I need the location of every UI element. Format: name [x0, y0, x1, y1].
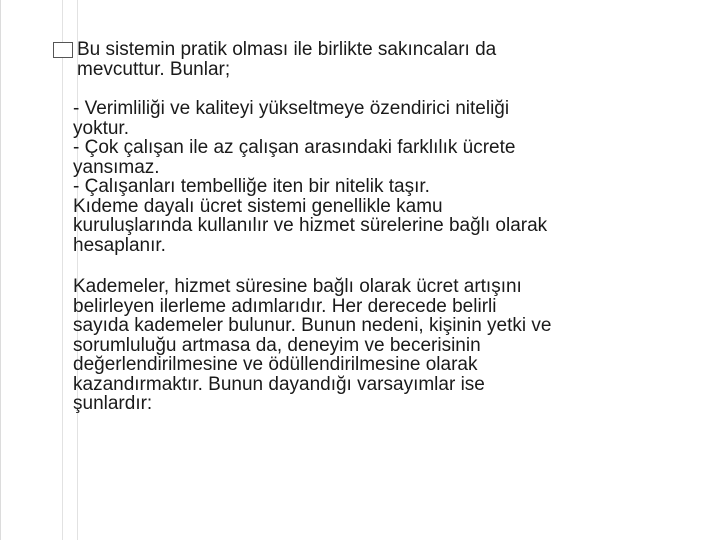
square-bullet-icon [53, 42, 73, 58]
bullet-text: Bu sistemin pratik olması ile birlikte sakıncaları da mevcuttur. Bunlar; [77, 39, 497, 80]
bullet-item [53, 40, 693, 79]
left-border-line [0, 0, 1, 540]
disadvantages-paragraph: - Verimliliği ve kaliteyi yükseltmeye özendirici niteliği yoktur. - Çok çalışan ile az çalışan arasındaki farklılık ücrete yansımaz. - Çalışanları tembelliğe iten bir nitelik taşır. Kıdeme dayalı ücret sistemi genellikle kamu kuruluşlarında kullanılır ve hizmet sürelerine bağlı olarak hesaplanır. [73, 98, 548, 256]
grades-paragraph: Kademeler, hizmet süresine bağlı olarak ücret artışını belirleyen ilerleme adımlarıdır. Her derecede belirli sayıda kademeler bulunur. Bunun nedeni, kişinin yetki ve sorumluluğu artmasa da, deneyim ve becerisinin değerlendirilmesine ve ödüllendirilmesine olarak kazandırmaktır. Bunun dayandığı varsayımlar ise şunlardır: [73, 276, 552, 414]
slide-content [53, 40, 693, 414]
